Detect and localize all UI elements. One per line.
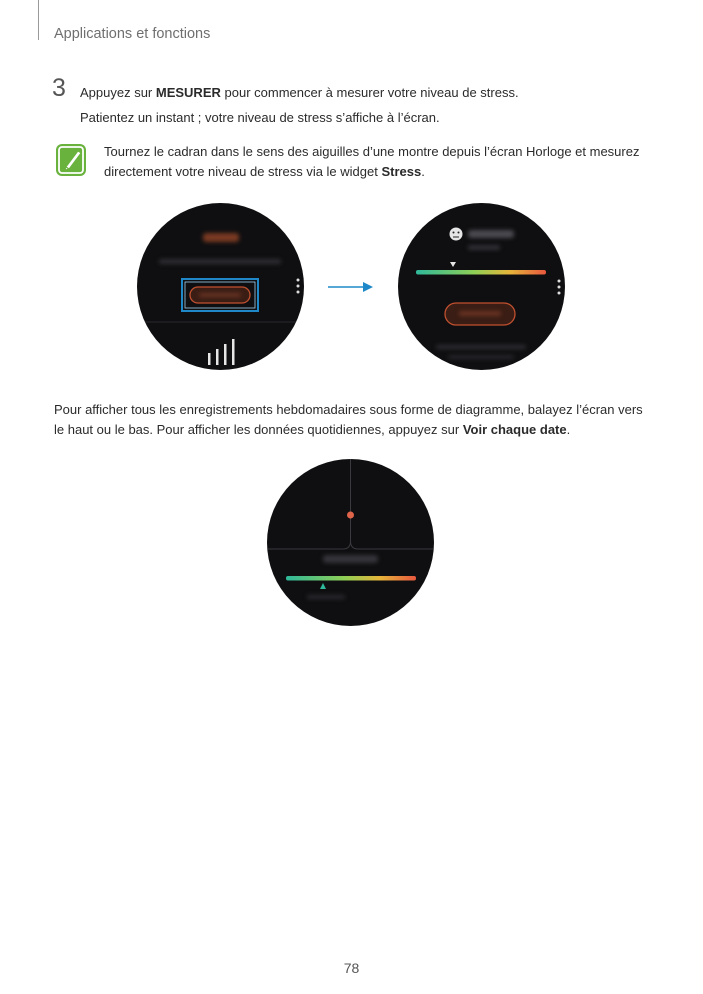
header-rule	[38, 0, 39, 40]
watch-screen-result	[398, 203, 565, 370]
page-number: 78	[343, 960, 360, 976]
watch-screen-measure	[137, 203, 304, 370]
arrow-right-icon	[327, 280, 375, 294]
step-instruction	[80, 83, 680, 103]
view-each-date-keyword: Voir chaque date	[462, 422, 567, 437]
step-text-pre: Appuyez sur	[80, 85, 156, 100]
step-text-post: pour commencer à mesurer votre niveau de stress.	[220, 85, 519, 100]
page-header-title: Applications et fonctions	[54, 26, 211, 42]
history-text-pre: Pour afficher tous les enregistrements hebdomadaires sous forme de diagramme, balayez l’écran vers le haut ou le bas. Pour afficher les données quotidiennes, appuyez sur	[54, 402, 643, 437]
step-number: 3	[52, 74, 66, 102]
step-detail: Patientez un instant ; votre niveau de stress s’affiche à l’écran.	[80, 110, 440, 125]
history-paragraph	[54, 400, 644, 440]
note-text-pre: Tournez le cadran dans le sens des aiguilles d’une montre depuis l’écran Horloge et mesurez directement votre niveau de stress via le widget	[104, 144, 640, 179]
history-text-post: .	[566, 422, 571, 437]
measure-keyword: MESURER	[155, 85, 221, 100]
watch-screen-history	[267, 459, 434, 626]
note-text-post: .	[421, 164, 425, 179]
note-pencil-icon	[55, 143, 87, 177]
stress-keyword: Stress	[381, 164, 422, 179]
note-text	[104, 142, 664, 182]
